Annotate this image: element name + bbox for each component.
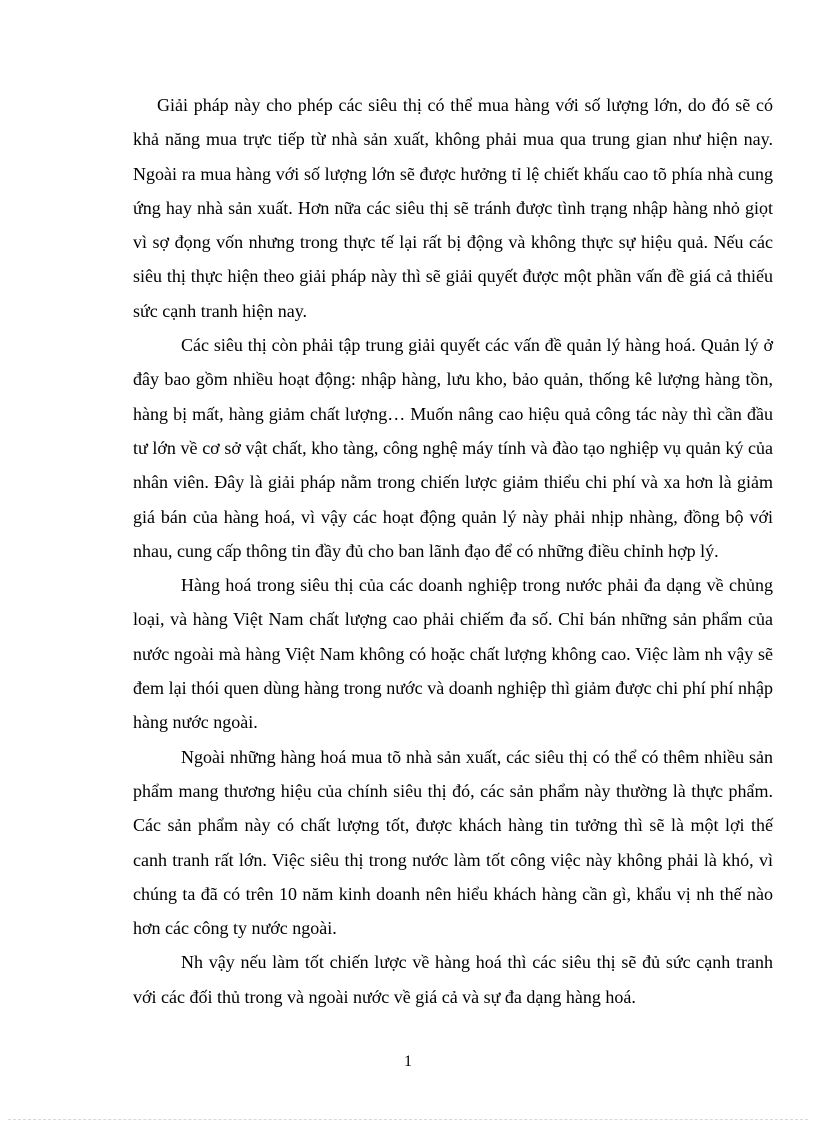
page-bottom-edge (8, 1119, 808, 1120)
page-number: 1 (404, 1053, 412, 1070)
paragraph-1: Giải pháp này cho phép các siêu thị có thể mua hàng với số lượng lớn, do đó sẽ có khả năng mua trực tiếp từ nhà sản xuất, không phải mua qua trung gian như hiện nay. Ngoài ra mua hàng với số lượng lớn sẽ được hưởng tỉ lệ chiết khấu cao tõ phía nhà cung ứng hay nhà sản xuất. Hơn nữa các siêu thị sẽ tránh được tình trạng nhập hàng nhỏ giọt vì sợ đọng vốn nhưng trong thực tế lại rất bị động và không thực sự hiệu quả. Nếu các siêu thị thực hiện theo giải pháp này thì sẽ giải quyết được một phần vấn đề giá cả thiếu sức cạnh tranh hiện nay. (133, 95, 773, 321)
paragraph-4: Ngoài những hàng hoá mua tõ nhà sản xuất, các siêu thị có thể có thêm nhiều sản phẩm mang thương hiệu của chính siêu thị đó, các sản phẩm này thường là thực phẩm. Các sản phẩm này có chất lượng tốt, được khách hàng tin tưởng thì sẽ là một lợi thế canh tranh rất lớn. Việc siêu thị trong nước làm tốt công việc này không phải là khó, vì chúng ta đã có trên 10 năm kinh doanh nên hiểu khách hàng cần gì, khẩu vị nh thế nào hơn các công ty nước ngoài. (133, 746, 773, 939)
paragraph-2: Các siêu thị còn phải tập trung giải quyết các vấn đề quản lý hàng hoá. Quản lý ở đây bao gồm nhiều hoạt động: nhập hàng, lưu kho, bảo quản, thống kê lượng hàng tồn, hàng bị mất, hàng giảm chất lượng… Muốn nâng cao hiệu quả công tác này thì cần đầu tư lớn về cơ sở vật chất, kho tàng, công nghệ máy tính và đào tạo nghiệp vụ quản ký của nhân viên. Đây là giải pháp nằm trong chiến lược giảm thiểu chi phí và xa hơn là giảm giá bán của hàng hoá, vì vậy các hoạt động quản lý này phải nhịp nhàng, đồng bộ với nhau, cung cấp thông tin đầy đủ cho ban lãnh đạo để có những điều chỉnh hợp lý. (133, 335, 773, 561)
paragraph-5: Nh vậy nếu làm tốt chiến lược về hàng hoá thì các siêu thị sẽ đủ sức cạnh tranh với các đối thủ trong và ngoài nước về giá cả và sự đa dạng hàng hoá. (133, 952, 773, 1007)
paragraph-3: Hàng hoá trong siêu thị của các doanh nghiệp trong nước phải đa dạng về chủng loại, và hàng Việt Nam chất lượng cao phải chiếm đa số. Chỉ bán những sản phẩm của nước ngoài mà hàng Việt Nam không có hoặc chất lượng không cao. Việc làm nh vậy sẽ đem lại thói quen dùng hàng trong nước và doanh nghiệp thì giảm được chi phí phí nhập hàng nước ngoài. (133, 575, 773, 733)
document-body (133, 88, 773, 1014)
